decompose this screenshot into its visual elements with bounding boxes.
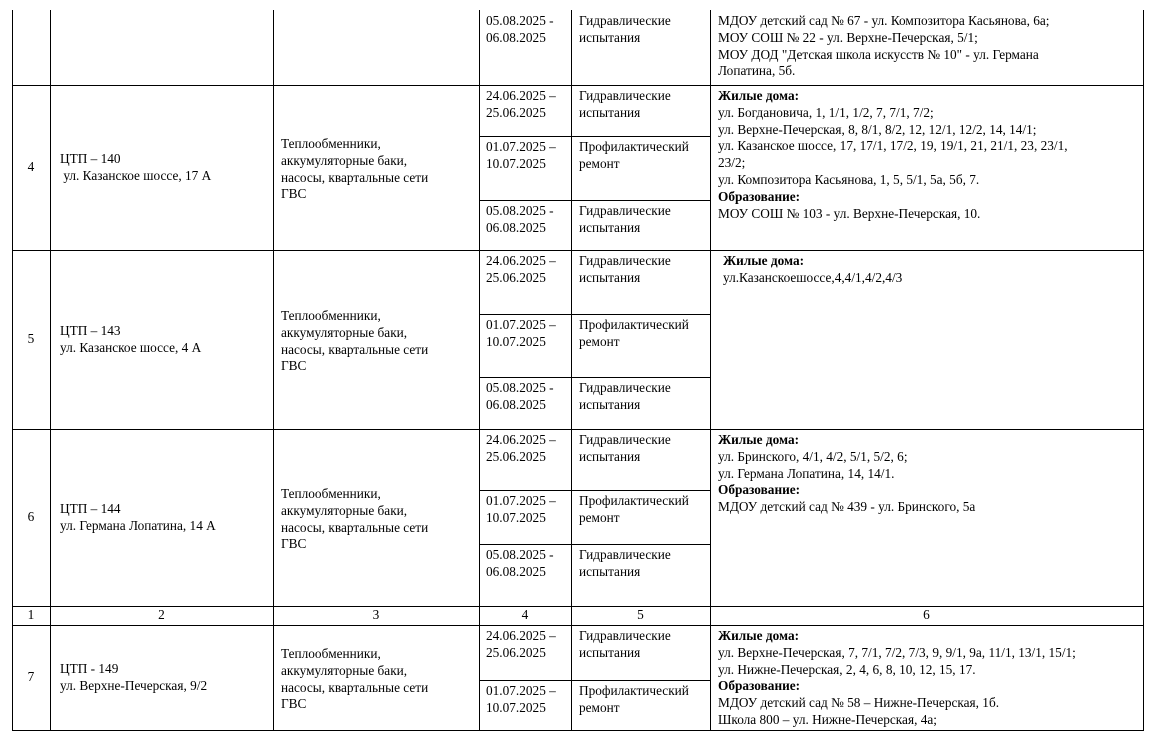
period-date-start: 24.06.2025 – xyxy=(486,88,556,103)
work-type: Профилактический xyxy=(579,683,689,698)
period-date-start: 01.07.2025 – xyxy=(486,493,556,508)
period-date-end: 25.06.2025 xyxy=(486,269,546,285)
column-number: 5 xyxy=(637,607,644,622)
equipment-line: ГВС xyxy=(281,696,307,712)
work-type: Гидравлические xyxy=(579,88,671,103)
equipment-line: Теплообменники, xyxy=(281,645,381,661)
work-type: Гидравлические xyxy=(579,203,671,218)
work-type-cont: испытания xyxy=(579,104,641,120)
work-type-cont: ремонт xyxy=(579,699,620,715)
period-divider xyxy=(479,377,711,378)
consumer-line: МОУ СОШ № 22 - ул. Верхне-Печерская, 5/1; xyxy=(718,29,978,45)
consumer-line: ул. Бринского, 4/1, 4/2, 5/1, 5/2, 6; xyxy=(718,448,908,464)
equipment-line: Теплообменники, xyxy=(281,307,381,323)
equipment-line: аккумуляторные баки, xyxy=(281,324,408,340)
ctp-address: ул. Верхне-Печерская, 9/2 xyxy=(60,677,208,693)
equipment-line: насосы, квартальные сети xyxy=(281,519,429,535)
work-type-cont: испытания xyxy=(579,396,641,412)
row-divider xyxy=(12,85,1144,86)
period-divider xyxy=(479,490,711,491)
consumer-heading: Образование: xyxy=(718,678,801,694)
period-date-end: 06.08.2025 xyxy=(486,396,546,412)
period-date-end: 06.08.2025 xyxy=(486,563,546,579)
table-bottom-border xyxy=(12,730,1144,731)
work-type: Гидравлические xyxy=(579,253,671,268)
period-date-start: 01.07.2025 – xyxy=(486,683,556,698)
ctp-name: ЦТП – 144 xyxy=(60,500,121,516)
work-type-cont: ремонт xyxy=(579,333,620,349)
row-number: 5 xyxy=(27,331,35,347)
work-type-cont: ремонт xyxy=(579,155,620,171)
consumer-line: ул.Казанскоешоссе,4,4/1,4/2,4/3 xyxy=(723,269,903,285)
ctp-name: ЦТП - 149 xyxy=(60,660,119,676)
period-date-end: 25.06.2025 xyxy=(486,644,546,660)
consumer-line: Школа 800 – ул. Нижне-Печерская, 4а; xyxy=(718,712,937,727)
equipment-line: Теплообменники, xyxy=(281,135,381,151)
consumer-line: 23/2; xyxy=(718,155,746,171)
period-date-start: 01.07.2025 – xyxy=(486,139,556,154)
consumer-heading: Образование: xyxy=(718,188,801,204)
consumer-heading: Жилые дома: xyxy=(718,432,800,447)
consumer-line: МДОУ детский сад № 439 - ул. Бринского, 5а xyxy=(718,499,976,515)
consumer-line: ул. Германа Лопатина, 14, 14/1. xyxy=(718,465,895,481)
ctp-address: ул. Германа Лопатина, 14 А xyxy=(60,517,216,533)
work-type-cont: испытания xyxy=(579,269,641,285)
work-type: Профилактический xyxy=(579,139,689,154)
work-type-cont: испытания xyxy=(579,563,641,579)
ctp-name: ЦТП – 140 xyxy=(60,150,121,166)
column-line xyxy=(1143,10,1144,730)
column-number: 2 xyxy=(158,607,165,622)
work-type-cont: испытания xyxy=(579,448,641,464)
consumer-heading: Жилые дома: xyxy=(718,628,800,643)
consumer-line: Лопатина, 5б. xyxy=(718,63,796,79)
period-date-start: 01.07.2025 – xyxy=(486,317,556,332)
work-type-cont: ремонт xyxy=(579,509,620,525)
period-date-end: 10.07.2025 xyxy=(486,509,546,525)
ctp-name: ЦТП – 143 xyxy=(60,322,121,338)
period-date-end: 06.08.2025 xyxy=(486,29,546,45)
equipment-line: аккумуляторные баки, xyxy=(281,502,408,518)
equipment-line: ГВС xyxy=(281,536,307,552)
period-divider xyxy=(479,314,711,315)
period-divider xyxy=(479,680,711,681)
equipment-line: ГВС xyxy=(281,358,307,374)
consumer-heading: Образование: xyxy=(718,482,801,498)
work-type: Гидравлические xyxy=(579,380,671,395)
consumer-line: ул. Нижне-Печерская, 2, 4, 6, 8, 10, 12, 15, 17. xyxy=(718,661,976,677)
equipment-line: насосы, квартальные сети xyxy=(281,341,429,357)
period-date-end: 10.07.2025 xyxy=(486,333,546,349)
consumer-heading: Жилые дома: xyxy=(718,88,800,103)
work-type-cont: испытания xyxy=(579,219,641,235)
period-date-end: 25.06.2025 xyxy=(486,448,546,464)
consumer-line: МДОУ детский сад № 67 - ул. Композитора Касьянова, 6а; xyxy=(718,13,1050,28)
period-date-end: 25.06.2025 xyxy=(486,104,546,120)
equipment-line: насосы, квартальные сети xyxy=(281,169,429,185)
consumer-line: МОУ ДОД "Детская школа искусств № 10" - ул. Германа xyxy=(718,46,1039,62)
work-type-cont: испытания xyxy=(579,29,641,45)
column-number: 6 xyxy=(923,607,930,622)
row-number: 4 xyxy=(27,159,35,175)
consumer-line: ул. Верхне-Печерская, 8, 8/1, 8/2, 12, 12/1, 12/2, 14, 14/1; xyxy=(718,121,1037,137)
period-date-end: 10.07.2025 xyxy=(486,155,546,171)
period-divider xyxy=(479,136,711,137)
period-divider xyxy=(479,200,711,201)
period-date-start: 05.08.2025 - xyxy=(486,547,554,562)
row-divider xyxy=(12,250,1144,251)
work-type-cont: испытания xyxy=(579,644,641,660)
consumer-line: МДОУ детский сад № 58 – Нижне-Печерская, 1б. xyxy=(718,695,1000,711)
equipment-line: насосы, квартальные сети xyxy=(281,679,429,695)
row-divider xyxy=(12,429,1144,430)
consumer-line: ул. Богдановича, 1, 1/1, 1/2, 7, 7/1, 7/2; xyxy=(718,104,934,120)
work-type: Гидравлические xyxy=(579,432,671,447)
equipment-line: аккумуляторные баки, xyxy=(281,152,408,168)
consumer-line: МОУ СОШ № 103 - ул. Верхне-Печерская, 10. xyxy=(718,205,981,221)
column-number: 3 xyxy=(372,607,380,622)
work-type: Гидравлические xyxy=(579,628,671,643)
consumer-line: ул. Композитора Касьянова, 1, 5, 5/1, 5а, 5б, 7. xyxy=(718,172,980,187)
ctp-address: ул. Казанское шоссе, 17 А xyxy=(60,167,212,183)
period-date-end: 06.08.2025 xyxy=(486,219,546,235)
column-number: 1 xyxy=(27,607,35,622)
consumer-heading: Жилые дома: xyxy=(723,253,805,268)
ctp-address: ул. Казанское шоссе, 4 А xyxy=(60,339,202,355)
consumer-line: ул. Верхне-Печерская, 7, 7/1, 7/2, 7/3, 9, 9/1, 9а, 11/1, 13/1, 15/1; xyxy=(718,644,1076,660)
period-date-end: 10.07.2025 xyxy=(486,699,546,715)
period-divider xyxy=(479,544,711,545)
row-divider xyxy=(12,625,1144,626)
row-number: 7 xyxy=(27,669,35,685)
period-date-start: 24.06.2025 – xyxy=(486,628,556,643)
consumer-line: ул. Казанское шоссе, 17, 17/1, 17/2, 19, 19/1, 21, 21/1, 23, 23/1, xyxy=(718,138,1068,154)
column-number: 4 xyxy=(521,607,529,622)
period-date-start: 24.06.2025 – xyxy=(486,432,556,447)
work-type: Гидравлические xyxy=(579,13,671,28)
equipment-line: Теплообменники, xyxy=(281,485,381,501)
work-type: Профилактический xyxy=(579,493,689,508)
equipment-line: ГВС xyxy=(281,186,307,202)
period-date-start: 05.08.2025 - xyxy=(486,203,554,218)
work-type: Гидравлические xyxy=(579,547,671,562)
equipment-line: аккумуляторные баки, xyxy=(281,662,408,678)
period-date-start: 05.08.2025 - xyxy=(486,13,554,28)
row-number: 6 xyxy=(27,509,35,525)
period-date-start: 24.06.2025 – xyxy=(486,253,556,268)
period-date-start: 05.08.2025 - xyxy=(486,380,554,395)
work-type: Профилактический xyxy=(579,317,689,332)
